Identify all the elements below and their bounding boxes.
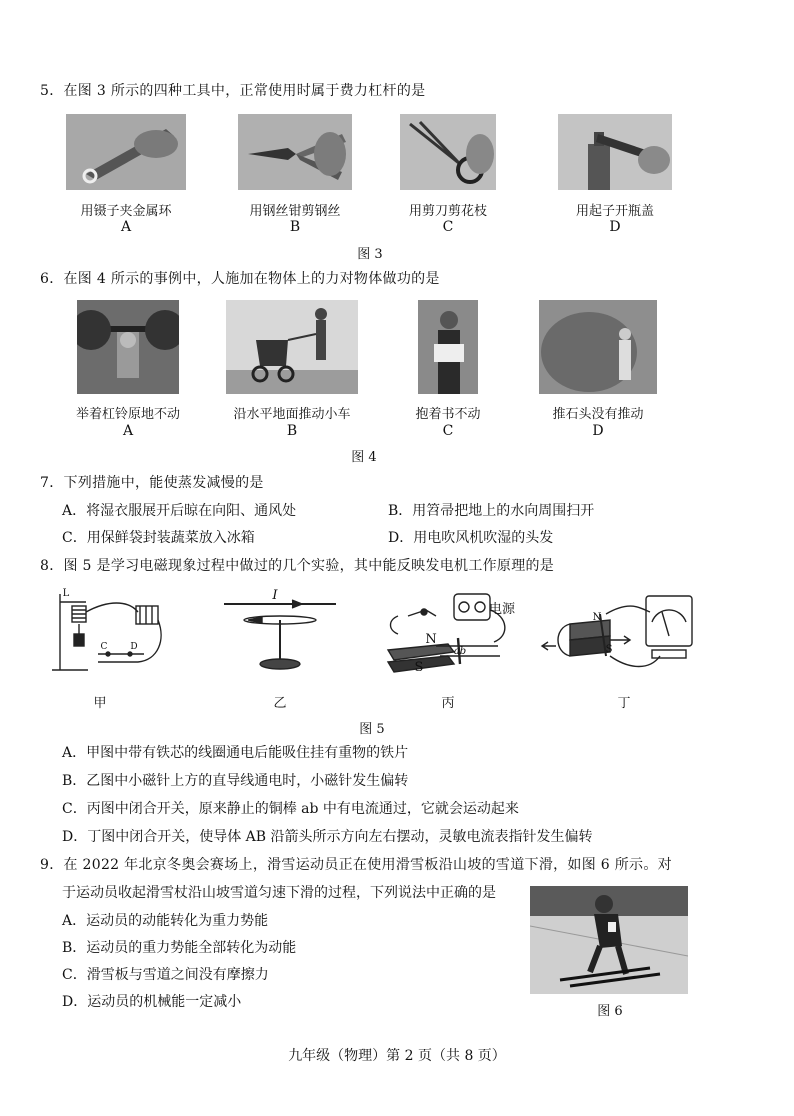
diagram-label-current: I — [272, 588, 278, 603]
q6-caption-a: 举着杠铃原地不动 — [75, 407, 180, 422]
photo-bottle-opener — [558, 114, 672, 190]
q5-stem: 5．在图 3 所示的四种工具中，正常使用时属于费力杠杆的是 — [40, 83, 426, 99]
q5-letter-b: B — [289, 219, 301, 235]
q5-caption-b: 用钢丝钳剪钢丝 — [249, 204, 341, 219]
q8-stem: 8．图 5 是学习电磁现象过程中做过的几个实验，其中能反映发电机工作原理的是 — [40, 558, 555, 574]
q6-letter-a: A — [122, 423, 134, 439]
q7-option-a: A．将湿衣服展开后晾在向阳、通风处 — [62, 503, 297, 519]
q8-option-b: B．乙图中小磁针上方的直导线通电时，小磁针发生偏转 — [62, 773, 409, 789]
q6-caption-d: 推石头没有推动 — [552, 407, 644, 422]
q6-caption-b: 沿水平地面推动小车 — [233, 407, 351, 422]
q6-letter-c: C — [442, 423, 454, 439]
diagram-label-ab: ab — [453, 646, 467, 657]
diagram-label-north-2: N — [592, 612, 602, 623]
q6-caption-c: 抱着书不动 — [415, 407, 481, 422]
photo-tweezers — [66, 114, 186, 190]
diagram-label-l: L — [62, 588, 70, 599]
q5-letter-d: D — [609, 219, 621, 235]
q5-caption-c: 用剪刀剪花枝 — [408, 204, 487, 219]
q5-letter-c: C — [442, 219, 454, 235]
q8-option-d: D．丁图中闭合开关，使导体 AB 沿箭头所示方向左右摆动，灵敏电流表指针发生偏转 — [62, 829, 593, 845]
q5-caption-a: 用镊子夹金属环 — [80, 204, 172, 219]
diagram-label-north-1: N — [425, 632, 437, 647]
photo-barbell — [77, 300, 179, 394]
diagram-label-power: 电源 — [488, 602, 515, 617]
q6-stem: 6．在图 4 所示的事例中，人施加在物体上的力对物体做功的是 — [40, 271, 440, 287]
q6-letter-d: D — [592, 423, 604, 439]
diagram-label-d: D — [130, 642, 138, 652]
diagram-caption-bing: 丙 — [441, 696, 455, 711]
q8-option-a: A．甲图中带有铁芯的线圈通电后能吸住挂有重物的铁片 — [62, 745, 409, 761]
photo-pliers — [238, 114, 352, 190]
q9-option-c: C．滑雪板与雪道之间没有摩擦力 — [62, 967, 269, 983]
figure-5-caption: 图 5 — [359, 722, 385, 737]
diagram-label-south-2: S — [605, 644, 613, 655]
q9-option-d: D．运动员的机械能一定减小 — [62, 994, 242, 1010]
q6-letter-b: B — [286, 423, 298, 439]
diagram-caption-jia: 甲 — [93, 696, 107, 711]
q8-option-c: C．丙图中闭合开关，原来静止的铜棒 ab 中有电流通过，它就会运动起来 — [62, 801, 519, 817]
diagram-caption-ding: 丁 — [617, 696, 631, 711]
page-footer: 九年级（物理）第 2 页（共 8 页） — [288, 1048, 506, 1064]
diagram-caption-yi: 乙 — [273, 696, 287, 711]
photo-stroller — [226, 300, 358, 394]
q7-stem: 7．下列措施中，能使蒸发减慢的是 — [40, 475, 264, 491]
q9-stem-line2: 于运动员收起滑雪杖沿山坡雪道匀速下滑的过程，下列说法中正确的是 — [62, 885, 496, 901]
q9-option-b: B．运动员的重力势能全部转化为动能 — [62, 940, 297, 956]
diagram-electromagnet — [48, 590, 168, 676]
diagram-label-c: C — [100, 642, 108, 652]
diagram-generator — [540, 590, 700, 676]
photo-skier — [530, 886, 688, 994]
photo-holding-books — [418, 300, 478, 394]
photo-pushing-rock — [539, 300, 657, 394]
q7-option-d: D．用电吹风机吹湿的头发 — [388, 530, 554, 546]
q5-caption-d: 用起子开瓶盖 — [575, 204, 654, 219]
photo-scissors — [400, 114, 496, 190]
figure-3-caption: 图 3 — [357, 247, 383, 262]
figure-4-caption: 图 4 — [351, 450, 377, 465]
q5-letter-a: A — [120, 219, 132, 235]
q9-stem-line1: 9．在 2022 年北京冬奥会赛场上，滑雪运动员正在使用滑雪板沿山坡的雪道下滑，如图 6 所示。对 — [40, 857, 672, 873]
q7-option-c: C．用保鲜袋封装蔬菜放入冰箱 — [62, 530, 255, 546]
figure-6-caption: 图 6 — [597, 1004, 623, 1019]
q9-option-a: A．运动员的动能转化为重力势能 — [62, 913, 269, 929]
diagram-label-south-1: S — [414, 660, 424, 675]
q7-option-b: B．用笤帚把地上的水向周围扫开 — [388, 503, 595, 519]
